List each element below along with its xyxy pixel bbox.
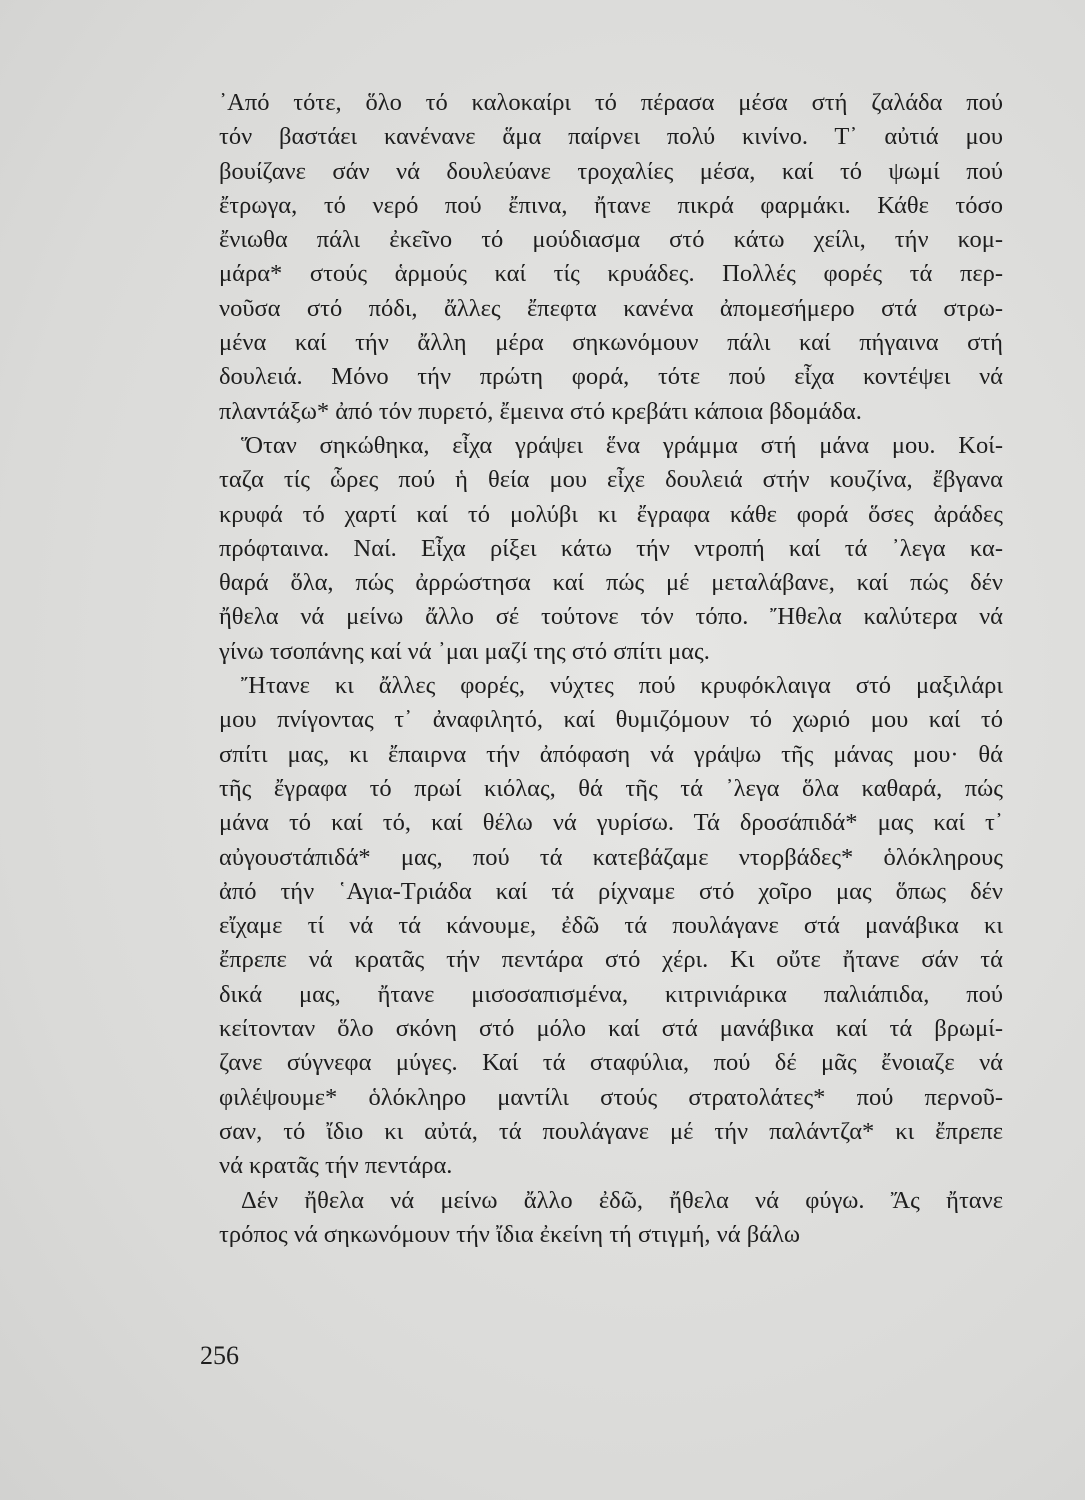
text-line: ἔτρωγα, τό νερό πού ἔπινα, ἤτανε πικρά φαρμάκι. Κάθε τόσο [219,191,1003,219]
text-line: εἴχαμε τί νά τά κάνουμε, ἐδῶ τά πουλάγανε στά μανάβικα κι [219,912,1003,940]
text-line: κρυφά τό χαρτί καί τό μολύβι κι ἔγραφα κάθε φορά ὅσες ἀράδες [219,500,1003,528]
text-line: πλαντάξω* ἀπό τόν πυρετό, ἔμεινα στό κρεβάτι κάποια βδομάδα. [219,397,862,425]
paragraph [219,86,1003,429]
text-line: Ἤτανε κι ἄλλες φορές, νύχτες πού κρυφόκλαιγα στό μαξιλάρι [241,672,1003,700]
text-line: ζανε σύγνεφα μύγες. Καί τά σταφύλια, πού δέ μᾶς ἔνοιαζε νά [219,1049,1003,1077]
text-line: κείτονταν ὅλο σκόνη στό μόλο καί στά μανάβικα καί τά βρωμί- [219,1015,1003,1043]
paragraph [219,429,1003,669]
text-line: Δέν ἤθελα νά μείνω ἄλλο ἐδῶ, ἤθελα νά φύγω. Ἄς ἤτανε [241,1186,1003,1214]
text-line: μάρα* στούς ἁρμούς καί τίς κρυάδες. Πολλές φορές τά περ- [219,260,1003,288]
text-line: μου πνίγοντας τ᾿ ἀναφιλητό, καί θυμιζόμουν τό χωριό μου καί τό [219,706,1003,734]
text-line: αὐγουστάπιδά* μας, πού τά κατεβάζαμε ντορβάδες* ὁλόκληρους [219,843,1003,871]
text-line: μένα καί τήν ἄλλη μέρα σηκωνόμουν πάλι καί πήγαινα στή [219,329,1003,357]
text-line: γίνω τσοπάνης καί νά ᾿μαι μαζί της στό σπίτι μας. [219,637,710,665]
text-line: σαν, τό ἴδιο κι αὐτά, τά πουλάγανε μέ τήν παλάντζα* κι ἔπρεπε [219,1117,1003,1145]
text-line: τρόπος νά σηκωνόμουν τήν ἴδια ἐκείνη τή στιγμή, νά βάλω [219,1220,801,1248]
text-line: δικά μας, ἤτανε μισοσαπισμένα, κιτρινιάρικα παλιάπιδα, πού [219,980,1003,1008]
text-line: τόν βαστάει κανένανε ἅμα παίρνει πολύ κινίνο. Τ᾿ αὐτιά μου [219,123,1003,151]
paragraph [219,669,1003,1183]
text-line: δουλειά. Μόνο τήν πρώτη φορά, τότε πού εἶχα κοντέψει νά [219,363,1003,391]
body-text [219,86,1003,1252]
paragraph [219,1184,1003,1253]
text-line: νοῦσα στό πόδι, ἄλλες ἔπεφτα κανένα ἀπομεσήμερο στά στρω- [219,294,1003,322]
text-line: ᾿Από τότε, ὅλο τό καλοκαίρι τό πέρασα μέσα στή ζαλάδα πού [219,89,1003,116]
text-line: θαρά ὅλα, πώς ἀρρώστησα καί πώς μέ μεταλάβανε, καί πώς δέν [219,569,1003,597]
text-line: πρόφταινα. Ναί. Εἶχα ρίξει κάτω τήν ντροπή καί τά ᾿λεγα κα- [219,534,1003,562]
text-line: νά κρατᾶς τήν πεντάρα. [219,1152,453,1180]
text-line: ἔπρεπε νά κρατᾶς τήν πεντάρα στό χέρι. Κι οὔτε ἤτανε σάν τά [219,946,1003,974]
text-line: φιλέψουμε* ὁλόκληρο μαντίλι στούς στρατολάτες* πού περνοῦ- [219,1083,1003,1111]
text-line: σπίτι μας, κι ἔπαιρνα τήν ἀπόφαση νά γράψω τῆς μάνας μου· θά [219,740,1003,768]
text-line: μάνα τό καί τό, καί θέλω νά γυρίσω. Τά δροσάπιδά* μας καί τ᾿ [219,809,1003,837]
page-number: 256 [200,1341,239,1370]
text-line: ἤθελα νά μείνω ἄλλο σέ τούτονε τόν τόπο. Ἤθελα καλύτερα νά [219,603,1003,631]
text-line: Ὅταν σηκώθηκα, εἶχα γράψει ἕνα γράμμα στή μάνα μου. Κοί- [241,431,1003,459]
text-line: τῆς ἔγραφα τό πρωί κιόλας, θά τῆς τά ᾿λεγα ὅλα καθαρά, πώς [219,774,1003,802]
text-line: ἀπό τήν ῾Αγια-Τριάδα καί τά ρίχναμε στό χοῖρο μας ὅπως δέν [219,877,1003,905]
text-line: ταζα τίς ὧρες πού ἡ θεία μου εἶχε δουλειά στήν κουζίνα, ἔβγανα [219,466,1003,494]
text-line: ἔνιωθα πάλι ἐκεῖνο τό μούδιασμα στό κάτω χείλι, τήν κομ- [219,226,1003,254]
text-line: βουίζανε σάν νά δουλεύανε τροχαλίες μέσα, καί τό ψωμί πού [219,157,1003,185]
